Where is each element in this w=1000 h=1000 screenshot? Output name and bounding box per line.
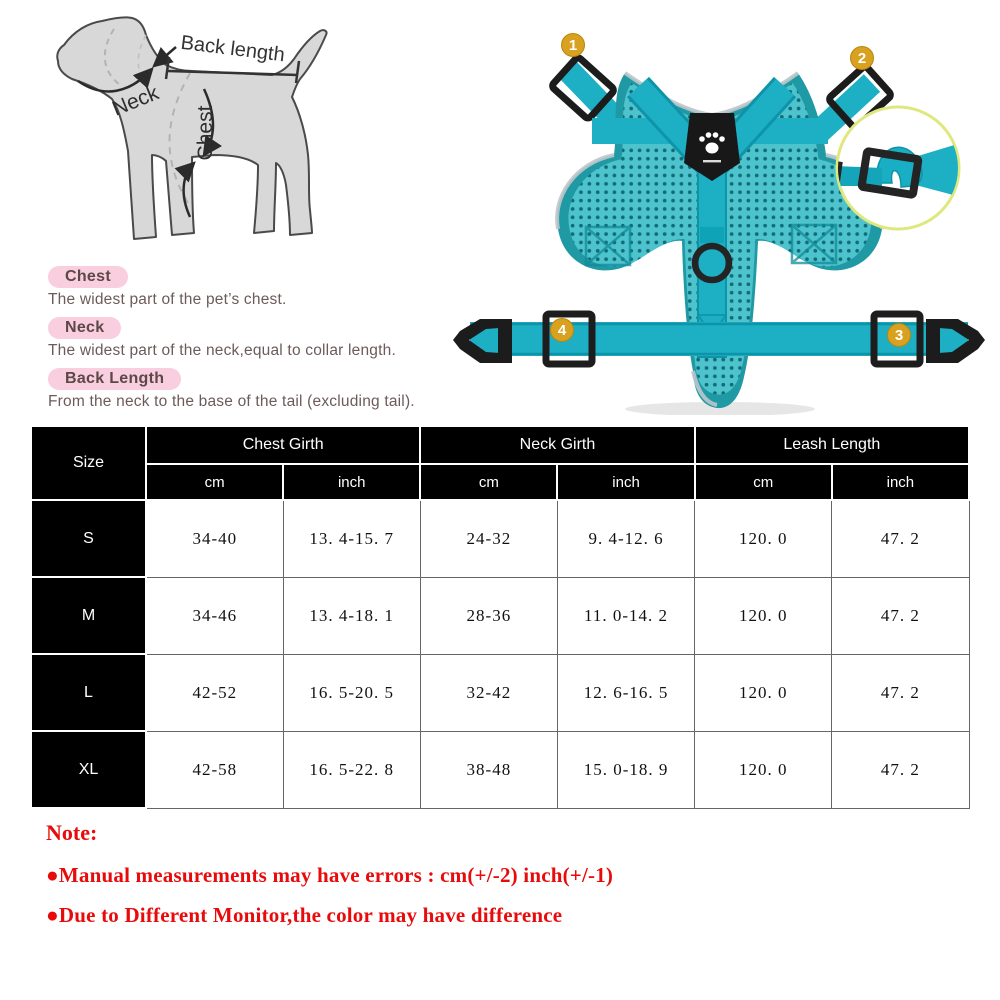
- value-cell: 47. 2: [832, 500, 969, 577]
- table-unit-row: [31, 464, 969, 500]
- unit-header: cm: [420, 464, 557, 500]
- size-cell: XL: [31, 731, 146, 808]
- value-cell: 42-52: [146, 654, 283, 731]
- size-header: Size: [31, 426, 146, 500]
- callout-1-badge: [562, 34, 585, 57]
- back-length-label: Back length: [179, 31, 286, 67]
- leash-length-header: Leash Length: [695, 426, 969, 464]
- back-length-term-pill: Back Length: [48, 368, 181, 390]
- callout-3-badge: [888, 324, 911, 347]
- note-item: ●Due to Different Monitor,the color may have difference: [46, 903, 563, 927]
- table-row: [31, 731, 969, 808]
- value-cell: 16. 5-20. 5: [283, 654, 420, 731]
- value-cell: 16. 5-22. 8: [283, 731, 420, 808]
- neck-label: Neck: [109, 81, 163, 121]
- value-cell: 34-40: [146, 500, 283, 577]
- value-cell: 11. 0-14. 2: [557, 577, 694, 654]
- value-cell: 47. 2: [832, 654, 969, 731]
- harness-product-photo: [440, 15, 1000, 415]
- note-title: Note:: [46, 820, 98, 845]
- svg-text:1: 1: [568, 37, 578, 54]
- size-table: [30, 425, 970, 809]
- size-cell: L: [31, 654, 146, 731]
- value-cell: 42-58: [146, 731, 283, 808]
- definition-back-length: [48, 368, 415, 411]
- table-header-row: [31, 426, 969, 464]
- value-cell: 120. 0: [695, 731, 832, 808]
- unit-header: inch: [283, 464, 420, 500]
- neck-girth-header: Neck Girth: [420, 426, 694, 464]
- chest-term-pill: Chest: [48, 266, 128, 288]
- unit-header: inch: [557, 464, 694, 500]
- svg-text:2: 2: [857, 50, 867, 67]
- value-cell: 24-32: [420, 500, 557, 577]
- value-cell: 120. 0: [695, 654, 832, 731]
- d-ring-loop: [700, 227, 724, 243]
- unit-header: cm: [146, 464, 283, 500]
- chest-girth-header: Chest Girth: [146, 426, 420, 464]
- value-cell: 47. 2: [832, 577, 969, 654]
- value-cell: 28-36: [420, 577, 557, 654]
- neck-definition-text: The widest part of the neck,equal to collar length.: [48, 342, 396, 359]
- value-cell: 9. 4-12. 6: [557, 500, 694, 577]
- value-cell: 15. 0-18. 9: [557, 731, 694, 808]
- value-cell: 12. 6-16. 5: [557, 654, 694, 731]
- value-cell: 34-46: [146, 577, 283, 654]
- value-cell: 13. 4-18. 1: [283, 577, 420, 654]
- value-cell: 120. 0: [695, 500, 832, 577]
- value-cell: 32-42: [420, 654, 557, 731]
- definition-neck: [48, 317, 396, 360]
- value-cell: 13. 4-15. 7: [283, 500, 420, 577]
- note-section: [46, 820, 613, 943]
- unit-header: inch: [832, 464, 969, 500]
- note-item: ●Manual measurements may have errors : cm(+/-2) inch(+/-1): [46, 863, 614, 887]
- value-cell: 47. 2: [832, 731, 969, 808]
- definition-chest: [48, 266, 286, 309]
- value-cell: 38-48: [420, 731, 557, 808]
- value-cell: 120. 0: [695, 577, 832, 654]
- dog-measurement-diagram: [40, 5, 360, 270]
- chest-definition-text: The widest part of the pet’s chest.: [48, 291, 287, 308]
- table-row: [31, 500, 969, 577]
- size-cell: M: [31, 577, 146, 654]
- svg-text:3: 3: [894, 327, 904, 344]
- back-length-definition-text: From the neck to the base of the tail (excluding tail).: [48, 393, 415, 410]
- chest-label: Chest: [194, 105, 217, 161]
- svg-text:4: 4: [557, 322, 567, 339]
- size-cell: S: [31, 500, 146, 577]
- table-row: [31, 577, 969, 654]
- callout-2-badge: [851, 47, 874, 70]
- table-row: [31, 654, 969, 731]
- callout-4-badge: [551, 319, 574, 342]
- neck-term-pill: Neck: [48, 317, 121, 339]
- unit-header: cm: [695, 464, 832, 500]
